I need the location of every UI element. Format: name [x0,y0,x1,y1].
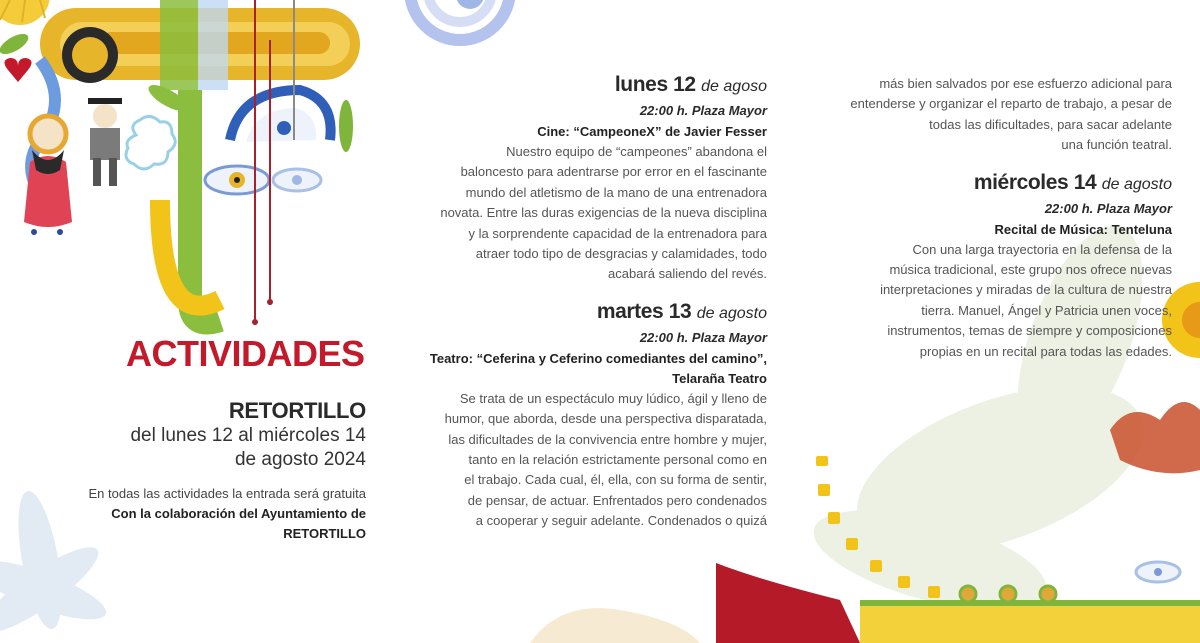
event-description [830,240,1172,362]
description-line: entenderse y organizar el reparto de trabajo, a pesar de [850,96,1172,112]
event-day: miércoles 14 [973,170,1097,194]
description-line: más bien salvados por ese esfuerzo adicional para [879,76,1172,91]
collaboration-line-1: Con la colaboración del Ayuntamiento de [111,506,366,521]
event-description [405,389,767,532]
middle-column [405,72,767,532]
description-line: de pensar, de actuar. Enfrentados pero condenados [467,492,767,508]
dates-line-1: del lunes 12 al miércoles 14 [130,425,366,446]
event-day: lunes 12 [614,73,696,96]
event-month: de agoso [701,78,767,95]
event-time: 22:00 h. Plaza Mayor [1044,200,1172,216]
description-line: mundo del atletismo de la mano de una entrenadora [465,184,767,200]
event-description [405,142,767,285]
collaboration-line-2: RETORTILLO [283,526,366,541]
description-line: propias en un recital para todas las edades. [919,343,1172,359]
description-line: tanto en la relación estrictamente personal como en [468,452,767,468]
description-line: Con una larga trayectoria en la defensa de la [912,241,1172,257]
description-line: acabará saliendo del revés. [608,266,767,282]
description-line: tierra. Manuel, Ángel y Patricia unen voces, [921,302,1172,318]
description-line: música tradicional, este grupo nos ofrece nuevas [889,262,1172,278]
description-line: las dificultades de la convivencia entre hombre y mujer, [448,431,767,447]
description-line: humor, que aborda, desde una perspectiva disparatada, [444,411,767,427]
description-line: Nuestro equipo de “campeones” abandona el [506,144,767,159]
event-company: Telaraña Teatro [672,370,767,386]
event-day-heading [830,170,1172,198]
description-line: todas las dificultades, para sacar adelante [929,116,1172,132]
activities-heading: ACTIVIDADES [126,333,365,374]
free-entry-note: En todas las actividades la entrada será gratuita [88,486,366,501]
description-line: atraer todo tipo de desgracias y calamidades, todo [475,246,767,262]
event-day: martes 13 [596,299,692,323]
event-time: 22:00 h. Plaza Mayor [639,103,767,118]
dates-line-2: de agosto 2024 [234,449,366,470]
event-title: Cine: “CampeoneX” de Javier Fesser [537,124,767,139]
description-line: a cooperar y seguir adelante. Condenados o quizá [475,513,767,529]
description-line: Se trata de un espectáculo muy lúdico, ágil y lleno de [459,390,767,406]
description-line: el trabajo. Cada cual, él, ella, con su forma de sentir, [464,472,767,488]
event-title: Recital de Música: Tenteluna [994,221,1172,237]
description-line: baloncesto para adentrarse por error en el fascinante [460,164,767,180]
left-column [60,333,366,544]
continued-description [830,74,1172,156]
town-name: RETORTILLO [228,398,366,423]
description-line: interpretaciones y miradas de la cultura de nuestra [880,282,1172,298]
event-title: Teatro: “Ceferina y Ceferino comediantes del camino”, [429,350,767,366]
description-line: instrumentos, temas de siempre y composiciones [887,323,1172,339]
event-month: de agosto [696,304,767,322]
event-time: 22:00 h. Plaza Mayor [639,329,767,345]
description-line: una función teatral. [1061,137,1172,153]
description-line: y la sorprendente capacidad de la entrenadora para [468,225,767,241]
event-day-heading [405,72,767,100]
event-month: de agosto [1101,175,1172,193]
event-day-heading [405,299,767,327]
description-line: novata. Entre las duras exigencias de la nueva disciplina [440,205,767,221]
right-column [830,74,1172,362]
